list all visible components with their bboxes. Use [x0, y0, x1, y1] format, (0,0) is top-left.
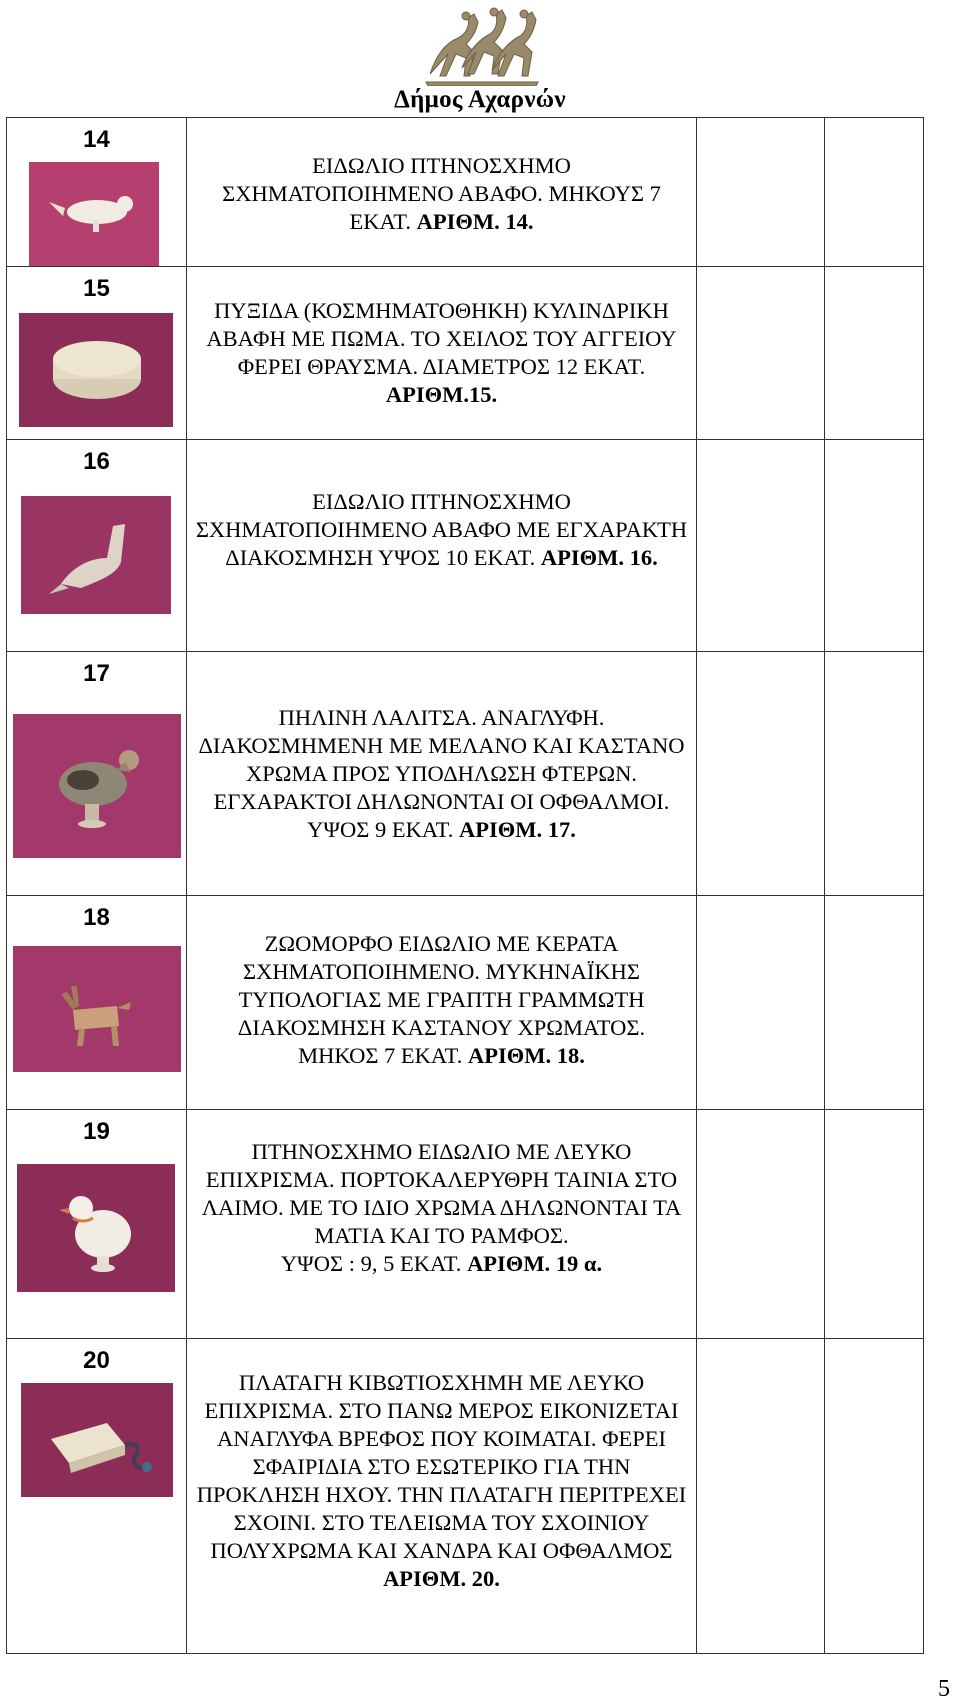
item-number: 18	[83, 904, 110, 931]
item-cell	[7, 267, 187, 440]
empty-cell	[697, 1339, 825, 1654]
item-description: ΕΙΔΩΛΙΟ ΠΤΗΝΟΣΧΗΜΟ ΣΧΗΜΑΤΟΠΟΙΗΜΕΝΟ ΑΒΑΦΟ ΜΕ ΕΓΧΑΡΑΚΤΗ ΔΙΑΚΟΣΜΗΣΗ ΥΨΟΣ 10 ΕΚΑΤ.	[195, 489, 688, 570]
item-cell	[7, 440, 187, 652]
item-cell	[7, 652, 187, 896]
horse-riders-emblem-icon	[422, 4, 540, 86]
painted-clay-rattle-bird-photo	[13, 714, 181, 858]
description-cell	[187, 1339, 697, 1654]
item-reference: ΑΡΙΘΜ. 14.	[416, 209, 534, 234]
box-shaped-rattle-photo	[21, 1383, 173, 1497]
empty-cell	[697, 267, 825, 440]
empty-cell	[825, 652, 924, 896]
empty-cell	[825, 440, 924, 652]
empty-cell	[697, 440, 825, 652]
empty-cell	[825, 896, 924, 1110]
catalog-table	[6, 117, 924, 1654]
description-cell	[187, 1110, 697, 1339]
table-row	[7, 440, 924, 652]
description-cell	[187, 896, 697, 1110]
item-number: 20	[83, 1347, 110, 1374]
item-cell	[7, 1339, 187, 1654]
empty-cell	[697, 652, 825, 896]
item-number: 14	[83, 126, 110, 153]
item-number: 19	[83, 1118, 110, 1145]
empty-cell	[825, 267, 924, 440]
bird-figurine-incised-photo	[21, 496, 171, 614]
description-cell	[187, 652, 697, 896]
table-row	[7, 652, 924, 896]
table-row	[7, 896, 924, 1110]
page-header	[0, 0, 960, 118]
page-number: 5	[938, 1676, 950, 1702]
empty-cell	[825, 1339, 924, 1654]
table-row	[7, 267, 924, 440]
item-reference: ΑΡΙΘΜ. 17.	[458, 817, 576, 842]
white-bird-figurine-photo	[29, 162, 159, 266]
item-reference: ΑΡΙΘΜ. 18.	[468, 1043, 585, 1068]
item-reference: ΑΡΙΘΜ. 19 α.	[467, 1251, 603, 1276]
item-cell	[7, 118, 187, 267]
item-cell	[7, 1110, 187, 1339]
item-description: ΠΗΛΙΝΗ ΛΑΛΙΤΣΑ. ΑΝΑΓΛΥΦΗ. ΔΙΑΚΟΣΜΗΜΕΝΗ ΜΕ ΜΕΛΑΝΟ ΚΑΙ ΚΑΣΤΑΝΟ ΧΡΩΜΑ ΠΡΟΣ ΥΠΟΔΗΛΩΣΗ ΦΤΕΡΩΝ. ΕΓΧΑΡΑΚΤΟΙ ΔΗΛΩΝΟΝΤΑΙ ΟΙ ΟΦΘΑΛΜΟΙ. ΥΨΟΣ 9 ΕΚΑΤ.	[198, 705, 685, 842]
table-row	[7, 118, 924, 267]
item-description: ΠΛΑΤΑΓΗ ΚΙΒΩΤΙΟΣΧΗΜΗ ΜΕ ΛΕΥΚΟ ΕΠΙΧΡΙΣΜΑ. ΣΤΟ ΠΑΝΩ ΜΕΡΟΣ ΕΙΚΟΝΙΖΕΤΑΙ ΑΝΑΓΛΥΦΑ ΒΡΕΦΟΣ ΠΟΥ ΚΟΙΜΑΤΑΙ. ΦΕΡΕΙ ΣΦΑΙΡΙΔΙΑ ΣΤΟ ΕΣΩΤΕΡΙΚΟ ΓΙΑ ΤΗΝ ΠΡΟΚΛΗΣΗ ΗΧΟΥ. ΤΗΝ ΠΛΑΤΑΓΗ ΠΕΡΙΤΡΕΧΕΙ ΣΧΟΙΝΙ. ΣΤΟ ΤΕΛΕΙΩΜΑ ΤΟΥ ΣΧΟΙΝΙΟΥ ΠΟΛΥΧΡΩΜΑ ΚΑΙ ΧΑΝΔΡΑ ΚΑΙ ΟΦΘΑΛΜΟΣ	[196, 1370, 687, 1563]
empty-cell	[697, 1110, 825, 1339]
lidded-pyxis-photo	[19, 313, 173, 427]
empty-cell	[825, 118, 924, 267]
item-reference: ΑΡΙΘΜ. 20.	[383, 1566, 500, 1591]
item-dimensions: ΥΨΟΣ : 9, 5 ΕΚΑΤ.	[280, 1251, 462, 1276]
empty-cell	[697, 118, 825, 267]
horned-animal-figurine-photo	[13, 946, 181, 1072]
item-number: 16	[83, 448, 110, 475]
item-description: ΕΙΔΩΛΙΟ ΠΤΗΝΟΣΧΗΜΟ ΣΧΗΜΑΤΟΠΟΙΗΜΕΝΟ ΑΒΑΦΟ. ΜΗΚΟΥΣ 7 ΕΚΑΤ.	[222, 153, 661, 234]
item-number: 17	[83, 660, 110, 687]
item-description: ΠΥΞΙΔΑ (ΚΟΣΜΗΜΑΤΟΘΗΚΗ) ΚΥΛΙΝΔΡΙΚΗ ΑΒΑΦΗ ΜΕ ΠΩΜΑ. ΤΟ ΧΕΙΛΟΣ ΤΟΥ ΑΓΓΕΙΟΥ ΦΕΡΕΙ ΘΡΑΥΣΜΑ. ΔΙΑΜΕΤΡΟΣ 12 ΕΚΑΤ.	[206, 298, 677, 379]
table-row	[7, 1339, 924, 1654]
description-cell	[187, 440, 697, 652]
white-bird-figurine-orange-band-photo	[17, 1164, 175, 1292]
item-description: ΖΩΟΜΟΡΦΟ ΕΙΔΩΛΙΟ ΜΕ ΚΕΡΑΤΑ ΣΧΗΜΑΤΟΠΟΙΗΜΕΝΟ. ΜΥΚΗΝΑΪΚΗΣ ΤΥΠΟΛΟΓΙΑΣ ΜΕ ΓΡΑΠΤΗ ΓΡΑΜΜΩΤΗ ΔΙΑΚΟΣΜΗΣΗ ΚΑΣΤΑΝΟΥ ΧΡΩΜΑΤΟΣ. ΜΗΚΟΣ 7 ΕΚΑΤ.	[237, 931, 646, 1068]
table-row	[7, 1110, 924, 1339]
empty-cell	[697, 896, 825, 1110]
item-reference: ΑΡΙΘΜ.15.	[385, 382, 498, 407]
description-cell	[187, 267, 697, 440]
empty-cell	[825, 1110, 924, 1339]
municipality-name: Δήμος Αχαρνών	[394, 86, 566, 113]
item-number: 15	[83, 275, 110, 302]
item-cell	[7, 896, 187, 1110]
description-cell	[187, 118, 697, 267]
item-description: ΠΤΗΝΟΣΧΗΜΟ ΕΙΔΩΛΙΟ ΜΕ ΛΕΥΚΟ ΕΠΙΧΡΙΣΜΑ. ΠΟΡΤΟΚΑΛΕΡΥΘΡΗ ΤΑΙΝΙΑ ΣΤΟ ΛΑΙΜΟ. ΜΕ ΤΟ ΙΔΙΟ ΧΡΩΜΑ ΔΗΛΩΝΟΝΤΑΙ ΤΑ ΜΑΤΙΑ ΚΑΙ ΤΟ ΡΑΜΦΟΣ.	[201, 1139, 682, 1248]
item-reference: ΑΡΙΘΜ. 16.	[540, 545, 658, 570]
